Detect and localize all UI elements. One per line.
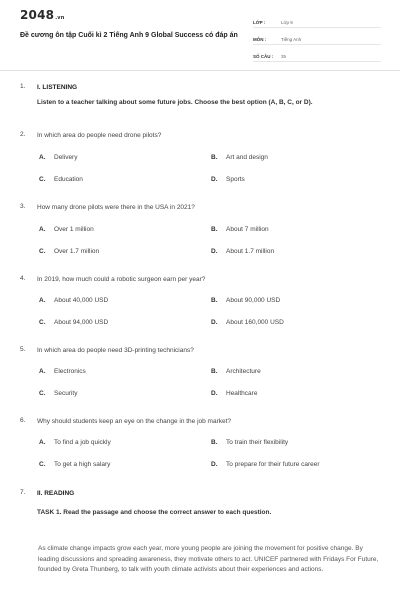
- option-text: Sports: [226, 176, 245, 183]
- option-d[interactable]: [211, 461, 320, 468]
- page-header: [0, 0, 400, 62]
- meta-value: 35: [281, 54, 287, 59]
- option-letter: A.: [39, 368, 46, 375]
- option-letter: C.: [39, 461, 46, 468]
- option-text: Delivery: [54, 154, 78, 161]
- question-text: In which area do people need 3D-printing technicians?: [37, 347, 194, 354]
- option-b[interactable]: [211, 439, 288, 446]
- option-text: About 1.7 million: [226, 248, 275, 255]
- option-c[interactable]: [39, 319, 108, 326]
- option-letter: B.: [211, 226, 218, 233]
- option-letter: A.: [39, 154, 46, 161]
- option-letter: D.: [211, 248, 218, 255]
- header-divider: [0, 70, 400, 71]
- option-text: Over 1.7 million: [54, 248, 100, 255]
- question-number: 4.: [20, 275, 26, 282]
- option-a[interactable]: [39, 368, 86, 375]
- option-text: About 94,000 USD: [54, 319, 109, 326]
- question-text: In 2019, how much could a robotic surgeon earn per year?: [37, 276, 206, 283]
- option-b[interactable]: [211, 297, 280, 304]
- option-text: To get a high salary: [54, 461, 111, 468]
- reading-passage: As climate change impacts grow each year, more young people are joining the movement for positive change. By leading discussions and spreading awareness, they motivate others to act. UNICEF partnered with Fridays For Future, founded by Greta Thunberg, to talk with youth climate activists about their experiences and actions.: [38, 545, 379, 573]
- task-instruction: TASK 1. Read the passage and choose the correct answer to each question.: [37, 509, 272, 516]
- section-title: I. LISTENING: [37, 84, 78, 91]
- meta-row-subject: [253, 32, 381, 45]
- option-letter: C.: [39, 176, 46, 183]
- meta-key: SỐ CÂU :: [253, 54, 274, 59]
- logo-text: 2048: [20, 8, 55, 22]
- question-text: Why should students keep an eye on the change in the job market?: [37, 418, 232, 425]
- meta-key: MÔN :: [253, 37, 267, 42]
- option-letter: B.: [211, 297, 218, 304]
- question-number: 2.: [20, 131, 26, 138]
- option-c[interactable]: [39, 248, 99, 255]
- meta-row-class: [253, 15, 381, 28]
- option-letter: B.: [211, 439, 218, 446]
- meta-key: LỚP :: [253, 20, 266, 25]
- option-a[interactable]: [39, 154, 77, 161]
- option-text: Over 1 million: [54, 226, 94, 233]
- option-c[interactable]: [39, 176, 83, 183]
- option-letter: A.: [39, 226, 46, 233]
- option-letter: D.: [211, 461, 218, 468]
- option-letter: D.: [211, 319, 218, 326]
- question-number: 5.: [20, 346, 26, 353]
- option-a[interactable]: [39, 297, 108, 304]
- question-text: In which area do people need drone pilots?: [37, 132, 162, 139]
- option-text: About 40,000 USD: [54, 297, 109, 304]
- option-text: Healthcare: [226, 390, 258, 397]
- option-b[interactable]: [211, 226, 269, 233]
- option-text: About 160,000 USD: [226, 319, 284, 326]
- option-c[interactable]: [39, 461, 110, 468]
- option-b[interactable]: [211, 154, 268, 161]
- option-letter: A.: [39, 297, 46, 304]
- option-text: To prepare for their future career: [226, 461, 320, 468]
- option-text: To find a job quickly: [54, 439, 111, 446]
- option-text: About 90,000 USD: [226, 297, 281, 304]
- option-letter: D.: [211, 176, 218, 183]
- section-title: II. READING: [37, 490, 75, 497]
- option-d[interactable]: [211, 248, 274, 255]
- option-text: Art and design: [226, 154, 268, 161]
- document-title: Đề cương ôn tập Cuối kì 2 Tiếng Anh 9 Global Success có đáp án: [20, 32, 238, 39]
- question-number: 6.: [20, 417, 26, 424]
- option-letter: D.: [211, 390, 218, 397]
- logo-suffix: .vn: [55, 15, 65, 21]
- option-text: Education: [54, 176, 83, 183]
- option-b[interactable]: [211, 368, 261, 375]
- option-c[interactable]: [39, 390, 77, 397]
- document-meta: [253, 15, 381, 66]
- option-text: To train their flexibility: [226, 439, 289, 446]
- option-letter: C.: [39, 390, 46, 397]
- meta-value: Lớp 9: [281, 20, 293, 25]
- meta-row-count: [253, 49, 381, 62]
- option-text: Security: [54, 390, 78, 397]
- option-a[interactable]: [39, 439, 111, 446]
- option-letter: C.: [39, 319, 46, 326]
- section-instruction: Listen to a teacher talking about some future jobs. Choose the best option (A, B, C, or D).: [37, 99, 313, 106]
- question-number: 3.: [20, 203, 26, 210]
- question-number: 7.: [20, 489, 26, 496]
- option-text: About 7 million: [226, 226, 269, 233]
- option-letter: A.: [39, 439, 46, 446]
- option-d[interactable]: [211, 390, 257, 397]
- option-d[interactable]: [211, 176, 245, 183]
- option-text: Architecture: [226, 368, 261, 375]
- option-d[interactable]: [211, 319, 284, 326]
- option-letter: B.: [211, 154, 218, 161]
- question-number: 1.: [20, 83, 26, 90]
- option-text: Electronics: [54, 368, 86, 375]
- option-letter: C.: [39, 248, 46, 255]
- question-text: How many drone pilots were there in the USA in 2021?: [37, 204, 195, 211]
- meta-value: Tiếng Anh: [281, 37, 302, 42]
- option-letter: B.: [211, 368, 218, 375]
- option-a[interactable]: [39, 226, 94, 233]
